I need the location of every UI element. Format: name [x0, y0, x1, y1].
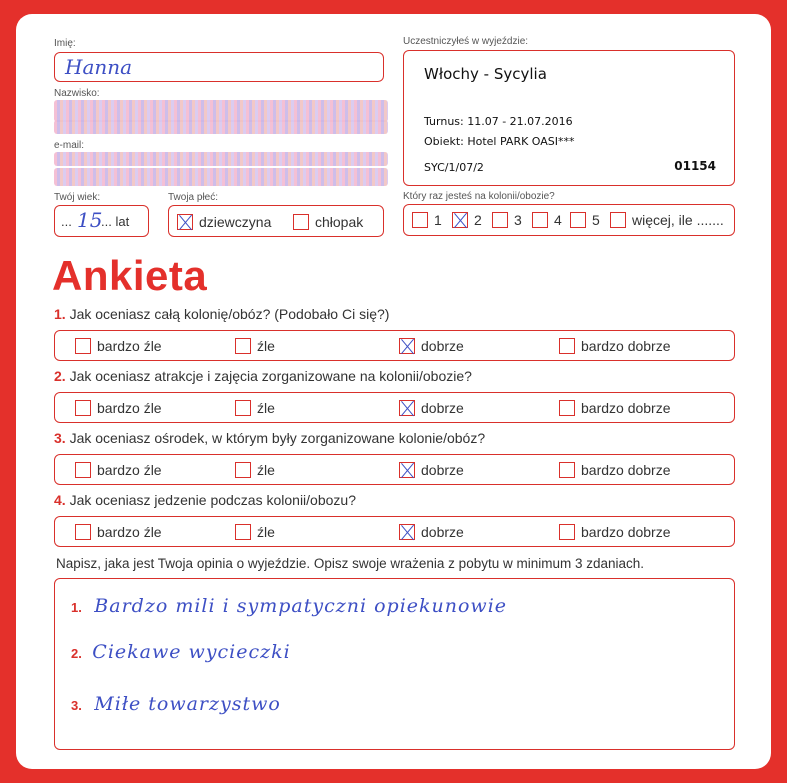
answer-row-3 [54, 454, 735, 485]
checkbox[interactable] [532, 212, 548, 228]
answer-option-label: dobrze [421, 524, 464, 541]
answer-option[interactable] [399, 461, 464, 478]
gender-field [168, 205, 384, 237]
answer-option[interactable] [235, 399, 275, 416]
times-option-more[interactable] [610, 211, 724, 228]
answer-option-label: bardzo źle [97, 338, 162, 355]
opinion-line-3 [71, 693, 281, 715]
question-number: 3. [54, 430, 66, 446]
checkbox[interactable] [75, 462, 91, 478]
trip-destination: Włochy - Sycylia [424, 65, 547, 83]
answer-option[interactable] [559, 461, 671, 478]
email-redacted-2 [54, 168, 388, 186]
question-text: Jak oceniasz ośrodek, w którym były zorganizowane kolonie/obóz? [69, 430, 486, 446]
answer-option[interactable] [559, 523, 671, 540]
question-4 [54, 492, 356, 508]
times-option-2[interactable] [452, 211, 482, 228]
trip-code: SYC/1/07/2 [424, 161, 484, 174]
checkbox[interactable] [610, 212, 626, 228]
checkbox[interactable] [559, 338, 575, 354]
answer-option[interactable] [235, 461, 275, 478]
answer-option[interactable] [235, 523, 275, 540]
gender-male-label: chłopak [315, 214, 364, 231]
times-field [403, 204, 735, 236]
times-option-label: 2 [474, 212, 482, 229]
checkbox[interactable] [75, 400, 91, 416]
times-option-5[interactable] [570, 211, 600, 228]
checkbox-checked[interactable] [399, 338, 415, 354]
trip-box [403, 50, 735, 186]
question-2 [54, 368, 472, 384]
checkbox[interactable] [559, 400, 575, 416]
times-option-4[interactable] [532, 211, 562, 228]
answer-option[interactable] [559, 337, 671, 354]
answer-option-label: bardzo źle [97, 462, 162, 479]
checkbox[interactable] [235, 338, 251, 354]
times-option-label: 1 [434, 212, 442, 229]
checkbox-checked[interactable] [399, 462, 415, 478]
question-number: 2. [54, 368, 66, 384]
times-label: Który raz jesteś na kolonii/obozie? [403, 191, 555, 202]
opinion-line-num: 2. [71, 646, 82, 661]
answer-option[interactable] [235, 337, 275, 354]
answer-option-label: źle [257, 400, 275, 417]
question-number: 1. [54, 306, 66, 322]
question-text: Jak oceniasz atrakcje i zajęcia zorganizowane na kolonii/obozie? [69, 368, 472, 384]
answer-row-2 [54, 392, 735, 423]
answer-option[interactable] [75, 523, 162, 540]
name-label: Imię: [54, 38, 76, 49]
times-option-label: więcej, ile ....... [632, 212, 724, 229]
opinion-line-text: Miłe towarzystwo [94, 693, 281, 715]
checkbox-checked[interactable] [452, 212, 468, 228]
answer-option[interactable] [399, 523, 464, 540]
checkbox[interactable] [492, 212, 508, 228]
surname-redacted-2 [54, 120, 388, 134]
times-option-label: 3 [514, 212, 522, 229]
opinion-box[interactable] [54, 578, 735, 750]
answer-option-label: bardzo dobrze [581, 338, 671, 355]
email-label: e-mail: [54, 140, 85, 151]
gender-option-female[interactable] [177, 213, 271, 230]
trip-obiekt: Obiekt: Hotel PARK OASI*** [424, 135, 575, 148]
name-value: Hanna [65, 55, 133, 79]
answer-option[interactable] [75, 399, 162, 416]
gender-label: Twoja płeć: [168, 192, 219, 203]
answer-option-label: bardzo dobrze [581, 400, 671, 417]
opinion-line-text: Bardzo mili i sympatyczni opiekunowie [94, 595, 508, 617]
answer-option-label: bardzo dobrze [581, 524, 671, 541]
opinion-line-1 [71, 595, 507, 617]
opinion-line-text: Ciekawe wycieczki [92, 641, 291, 663]
answer-option-label: dobrze [421, 338, 464, 355]
age-suffix: ... lat [101, 214, 130, 229]
name-field[interactable] [54, 52, 384, 82]
checkbox[interactable] [235, 524, 251, 540]
checkbox[interactable] [559, 524, 575, 540]
opinion-line-num: 1. [71, 600, 82, 615]
answer-option-label: dobrze [421, 400, 464, 417]
answer-row-4 [54, 516, 735, 547]
times-option-1[interactable] [412, 211, 442, 228]
trip-turnus: Turnus: 11.07 - 21.07.2016 [424, 115, 573, 128]
answer-option-label: bardzo źle [97, 524, 162, 541]
checkbox[interactable] [293, 214, 309, 230]
answer-row-1 [54, 330, 735, 361]
checkbox[interactable] [75, 338, 91, 354]
checkbox[interactable] [235, 400, 251, 416]
question-1 [54, 306, 389, 322]
checkbox-checked[interactable] [399, 524, 415, 540]
email-redacted [54, 152, 388, 166]
question-3 [54, 430, 485, 446]
answer-option[interactable] [399, 399, 464, 416]
checkbox[interactable] [559, 462, 575, 478]
opinion-line-2 [71, 641, 291, 663]
answer-option[interactable] [75, 337, 162, 354]
times-option-label: 4 [554, 212, 562, 229]
gender-option-male[interactable] [293, 213, 363, 230]
checkbox[interactable] [235, 462, 251, 478]
gender-female-label: dziewczyna [199, 214, 272, 231]
surname-redacted [54, 100, 388, 122]
trip-label: Uczestniczyłeś w wyjeździe: [403, 36, 529, 47]
answer-option-label: bardzo dobrze [581, 462, 671, 479]
answer-option-label: dobrze [421, 462, 464, 479]
times-option-3[interactable] [492, 211, 522, 228]
age-value: 15 [77, 208, 103, 232]
answer-option[interactable] [75, 461, 162, 478]
checkbox[interactable] [75, 524, 91, 540]
question-number: 4. [54, 492, 66, 508]
checkbox-checked[interactable] [399, 400, 415, 416]
age-prefix: ... [61, 214, 72, 229]
checkbox[interactable] [412, 212, 428, 228]
age-label: Twój wiek: [54, 192, 101, 203]
answer-option-label: źle [257, 338, 275, 355]
age-field[interactable] [54, 205, 149, 237]
opinion-prompt: Napisz, jaka jest Twoja opinia o wyjeździe. Opisz swoje wrażenia z pobytu w minimum 3 zdaniach. [56, 556, 645, 571]
answer-option-label: bardzo źle [97, 400, 162, 417]
answer-option-label: źle [257, 462, 275, 479]
checkbox[interactable] [570, 212, 586, 228]
answer-option[interactable] [399, 337, 464, 354]
opinion-line-num: 3. [71, 698, 82, 713]
times-option-label: 5 [592, 212, 600, 229]
answer-option[interactable] [559, 399, 671, 416]
question-text: Jak oceniasz jedzenie podczas kolonii/obozu? [69, 492, 356, 508]
trip-number: 01154 [674, 159, 716, 173]
survey-title: Ankieta [52, 252, 208, 299]
question-text: Jak oceniasz całą kolonię/obóz? (Podobało Ci się?) [69, 306, 390, 322]
checkbox-checked[interactable] [177, 214, 193, 230]
answer-option-label: źle [257, 524, 275, 541]
surname-label: Nazwisko: [54, 88, 100, 99]
